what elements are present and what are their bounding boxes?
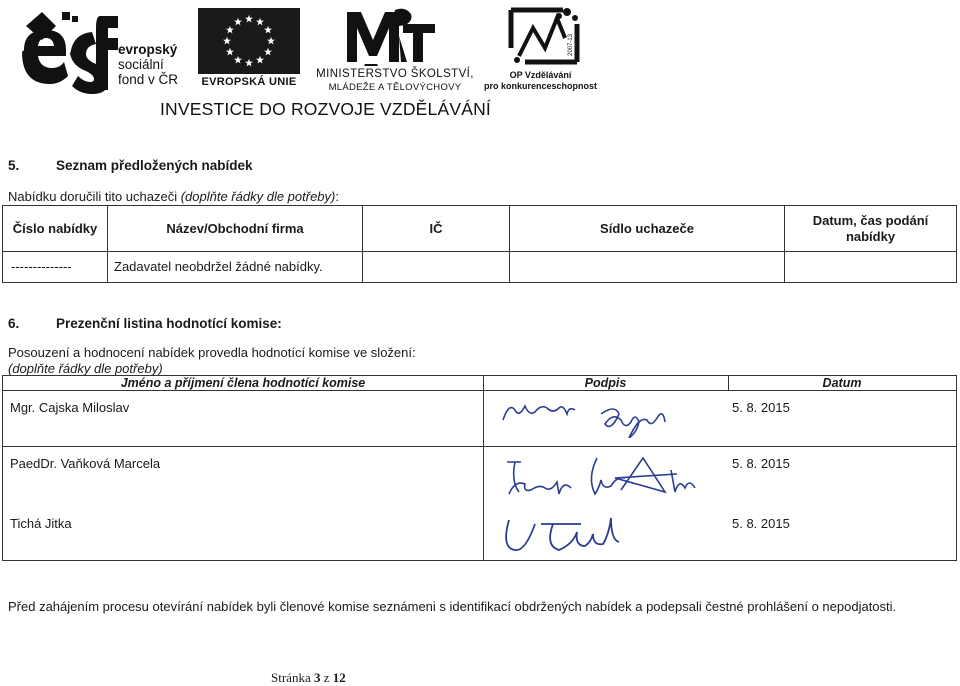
closing-statement: Před zahájením procesu otevírání nabídek byli členové komise seznámeni s identifikací obdržených nabídek a podepsali čestné prohlášení o nepodjatosti. xyxy=(8,599,897,614)
offers-header-number: Číslo nabídky xyxy=(2,205,108,252)
section-5-number: 5. xyxy=(8,158,20,173)
msmt-logo xyxy=(305,6,485,91)
offers-header-ic: IČ xyxy=(362,205,510,252)
commission-col-divider xyxy=(483,376,484,560)
offers-row-number: -------------- xyxy=(2,251,108,283)
signature-2-icon xyxy=(501,454,711,500)
member-name: PaedDr. Vaňková Marcela xyxy=(10,456,161,471)
signature-3-icon xyxy=(501,510,641,558)
op-line-2: pro konkurenceschopnost xyxy=(483,81,598,91)
section-5-intro-end: : xyxy=(335,189,339,204)
offers-header-date: Datum, čas podání nabídky xyxy=(784,205,957,252)
offers-row-ic xyxy=(362,251,510,283)
op-line-1: OP Vzdělávání xyxy=(509,70,572,80)
investice-banner: INVESTICE DO ROZVOJE VZDĚLÁVÁNÍ xyxy=(160,99,491,119)
signature-1-icon xyxy=(497,394,697,438)
eu-label: EVROPSKÁ UNIE xyxy=(201,76,297,88)
esf-logo xyxy=(22,6,192,94)
section-5-title: Seznam předložených nabídek xyxy=(56,158,253,173)
esf-mark-icon xyxy=(22,6,118,94)
offers-header-address: Sídlo uchazeče xyxy=(509,205,785,252)
svg-text:2007-13: 2007-13 xyxy=(568,33,574,56)
page-footer xyxy=(271,670,346,686)
msmt-name: MINISTERSTVO ŠKOLSTVÍ, xyxy=(316,68,474,80)
section-5-intro-note: (doplňte řádky dle potřeby) xyxy=(180,189,336,204)
esf-line-1: evropský xyxy=(118,42,178,57)
eu-flag-icon xyxy=(198,8,300,74)
commission-header-name: Jméno a příjmení člena hodnotící komise xyxy=(3,376,483,391)
member-name: Mgr. Cajska Miloslav xyxy=(10,400,130,415)
section-5-intro xyxy=(8,189,339,204)
commission-row-tick xyxy=(483,502,484,503)
logo-header xyxy=(0,0,960,125)
op-logo xyxy=(483,4,598,94)
footer-page-number: 3 xyxy=(313,670,321,685)
section-6-note: (doplňte řádky dle potřeby) xyxy=(8,361,163,376)
commission-header-signature: Podpis xyxy=(483,376,728,391)
offers-header-name: Název/Obchodní firma xyxy=(107,205,363,252)
member-name: Tichá Jitka xyxy=(10,516,72,531)
footer-prefix: Stránka xyxy=(271,670,314,685)
member-date: 5. 8. 2015 xyxy=(732,400,790,415)
section-5-intro-text: Nabídku doručili tito uchazeči xyxy=(8,189,178,204)
commission-table xyxy=(2,375,957,561)
member-date: 5. 8. 2015 xyxy=(732,456,790,471)
op-vk-mark-icon xyxy=(505,4,583,68)
section-6-number: 6. xyxy=(8,316,20,331)
commission-row-divider xyxy=(3,446,956,447)
offers-row-address xyxy=(509,251,785,283)
offers-row-name: Zadavatel neobdržel žádné nabídky. xyxy=(107,251,363,283)
esf-wordmark xyxy=(118,42,178,87)
section-6-intro: Posouzení a hodnocení nabídek provedla hodnotící komise ve složení: xyxy=(8,345,416,360)
msmt-mark-icon xyxy=(343,6,438,66)
commission-col-divider-2 xyxy=(728,376,729,391)
footer-page-total: 12 xyxy=(332,670,346,685)
esf-line-3: fond v ČR xyxy=(118,72,179,87)
member-date: 5. 8. 2015 xyxy=(732,516,790,531)
footer-middle: z xyxy=(320,670,333,685)
section-6-title: Prezenční listina hodnotící komise: xyxy=(56,316,282,331)
offers-row-date xyxy=(784,251,957,283)
commission-header-date: Datum xyxy=(728,376,956,391)
esf-line-2: sociální xyxy=(118,57,164,72)
msmt-sub: MLÁDEŽE A TĚLOVÝCHOVY xyxy=(328,82,462,93)
offers-table xyxy=(2,205,957,283)
eu-logo xyxy=(198,8,300,88)
